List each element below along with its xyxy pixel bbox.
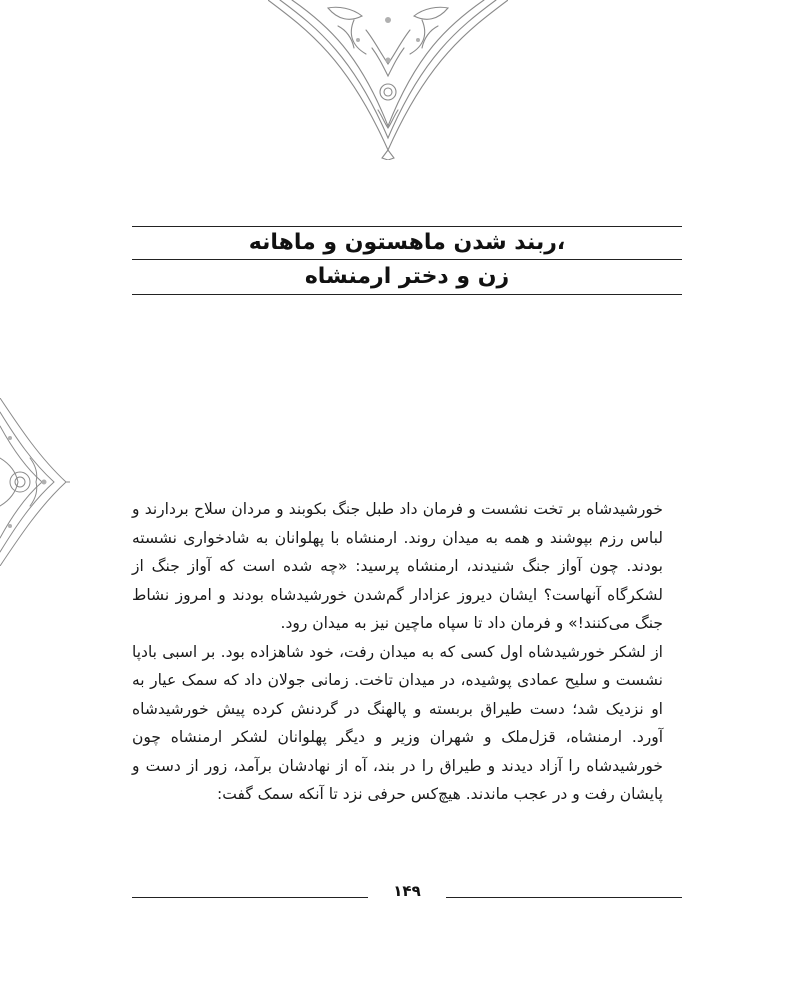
paragraph: خورشیدشاه بر تخت نشست و فرمان داد طبل جنگ بکوبند و مردان سلاح بردارند و لباس رزم بپوشند و همه به میدان روند. ارمنشاه با پهلوانان به شادخواری نشسته بودند. چون آواز جنگ شنیدند، ارمنشاه پرسید: «چه شده است که آواز جنگ از لشکرگاه آنهاست؟ ایشان دیروز عزادار گم‌شدن خورشیدشاه بودند و امروز نشاط جنگ می‌کنند!» و فرمان داد تا سپاه ماچین نیز به میدان رود.: [132, 500, 663, 632]
arabesque-ornament-icon: [268, 0, 508, 160]
footer-rule-left: [132, 897, 368, 898]
chapter-title-line-2: زن و دختر ارمنشاه: [304, 264, 510, 289]
footer-rule-right: [446, 897, 682, 898]
arabesque-ornament-icon: [0, 398, 70, 566]
chapter-title-line-1: ،ربند شدن ماهستون و ماهانه: [248, 230, 566, 255]
page-footer: [132, 880, 682, 910]
chapter-title-band: [132, 224, 682, 296]
body-text: [132, 495, 663, 809]
paragraph: از لشکر خورشیدشاه اول کسی که به میدان رفت، خود شاهزاده بود. بر اسبی بادپا نشست و سلیح عمادی پوشیده، در میدان تاخت. زمانی جولان داد که سمک عیار به او نزدیک شد؛ دست طیراق بربسته و پالهنگ در گردنش کرده پیش خورشیدشاه آورد. ارمنشاه، قزل‌ملک و شهران وزیر و دیگر پهلوانان لشکر ارمنشاه چون خورشیدشاه را آزاد دیدند و طیراق را در بند، آه از نهادشان برآمد، زور از دست و پایشان رفت و در عجب ماندند. هیچ‌کس حرفی نزد تا آنکه سمک گفت:: [132, 642, 663, 803]
title-rule-bottom: [132, 294, 682, 295]
title-rule-middle: [132, 259, 682, 260]
page-number: ۱۴۹: [393, 882, 421, 900]
